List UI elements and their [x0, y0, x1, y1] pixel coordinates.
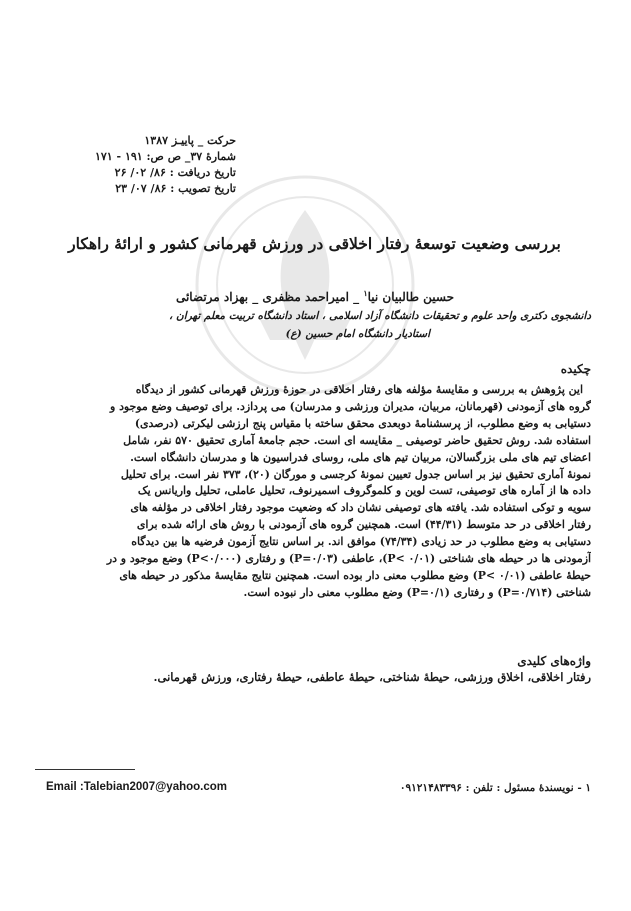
other-authors: _ امیراحمد مظفری _ بهزاد مرتضائی	[175, 290, 364, 304]
abstract-line: حیطهٔ عاطفی (P< ۰/۰۱) وضع مطلوب معنی دار بوده است. همچنین نتایج مقایسهٔ مذکور در حیطه های	[119, 568, 591, 582]
author-email: Email :Talebian2007@yahoo.com	[46, 781, 228, 793]
pages-line: شمارهٔ ۳۷_ ص ص: ۱۹۱ - ۱۷۱	[94, 150, 236, 163]
abstract-body	[38, 382, 591, 602]
abstract-line: استفاده شد. روش تحقیق حاضر توصیفی _ مقایسه ای است. حجم جامعهٔ آماری تحقیق ۵۷۰ نفر، شامل	[123, 433, 591, 447]
corresponding-author-footnote: ۱ - نویسندهٔ مسئول : تلفن : ۰۹۱۲۱۴۸۳۳۹۶	[399, 782, 591, 794]
article-metadata	[95, 133, 236, 197]
abstract-line: این پژوهش به بررسی و مقایسهٔ مؤلفه های رفتار اخلاقی در حوزهٔ ورزش قهرمانی کشور از دیدگاه	[135, 383, 583, 396]
abstract-line: داده ها از آماره های توصیفی، تست لوین و کلموگروف اسمیرنوف، تحلیل عاملی، تحلیل واریانس یک	[137, 484, 591, 498]
abstract-line: آزمودنی ها در حیطه های شناختی (P< ۰/۰۱)، عاطفی (P=۰/۰۳) و رفتاری (P<۰/۰۰۰) وضع موجود و در	[106, 552, 591, 566]
corresponding-author-mark: ۱	[363, 288, 368, 298]
abstract-line: نمونهٔ آماری تحقیق نیز بر اساس جدول تعیین نمونهٔ کرجسی و مورگان (۲۰)، ۳۷۳ نفر است. برای تحلیل	[120, 467, 591, 481]
received-date: تاریخ دریافت : ۸۶/ ۰۲/ ۲۶	[114, 166, 236, 179]
keywords-heading: واژه‌های کلیدی	[517, 654, 591, 668]
abstract-line: گروه های آزمودنی (قهرمانان، مربیان، مدیران ورزشی و مدرسان) می پردازد. برای توصیف وضع موجود و	[110, 399, 591, 413]
abstract-line: دستیابی به وضع مطلوب، از پرسشنامهٔ دوبعدی محقق ساخته با مقیاس پنج ارزشی لیکرتی (درصدی)	[134, 416, 591, 430]
author-affiliation-2: استادیار دانشگاه امام حسین (ع)	[285, 328, 430, 340]
footnote-divider	[35, 769, 135, 770]
abstract-line: سویه و توکی استفاده شد. یافته های توصیفی نشان داد که وضعیت موجود رفتار اخلاقی در مؤلفه های	[130, 501, 591, 515]
author-affiliation: دانشجوی دکتری واحد علوم و تحقیقات دانشگاه آزاد اسلامی ، استاد دانشگاه تربیت معلم تهران ،	[169, 310, 591, 322]
abstract-line: شناختی (P=۰/۷۱۴) و رفتاری (P=۰/۱) وضع مطلوب معنی دار نبوده است.	[243, 585, 591, 599]
abstract-heading: چکیده	[560, 362, 591, 376]
abstract-line: دستیابی به وضع مطلوب در حد زیادی (۷۴/۳۴) موافق اند. بر اساس نتایج آزمون فرضیه ها بین دیدگاه	[131, 535, 591, 549]
abstract-line: رفتار اخلاقی در حد متوسط (۴۴/۳۱) است. همچنین گروه های آزمودنی با روش های ارائه شده برای	[136, 518, 591, 532]
keywords-list: رفتار اخلاقی، اخلاق ورزشی، حیطهٔ شناختی، حیطهٔ عاطفی، حیطهٔ رفتاری، ورزش قهرمانی.	[153, 670, 591, 684]
accepted-date: تاریخ تصویب : ۸۶/ ۰۷/ ۲۳	[115, 182, 236, 195]
abstract-line: اعضای تیم های ملی بزرگسالان، مربیان تیم های ملی، روسای فدراسیون ها و مدرسان دانشگاه است.	[130, 450, 591, 464]
first-author: حسین طالبیان نیا	[367, 290, 455, 304]
author-list	[80, 288, 550, 304]
journal-issue-line: حرکت _ پاییـز ۱۳۸۷	[144, 134, 236, 147]
university-logo-watermark	[190, 170, 420, 400]
paper-title: بررسی وضعیت توسعهٔ رفتار اخلاقی در ورزش قهرمانی کشور و ارائهٔ راهکار	[68, 234, 561, 253]
